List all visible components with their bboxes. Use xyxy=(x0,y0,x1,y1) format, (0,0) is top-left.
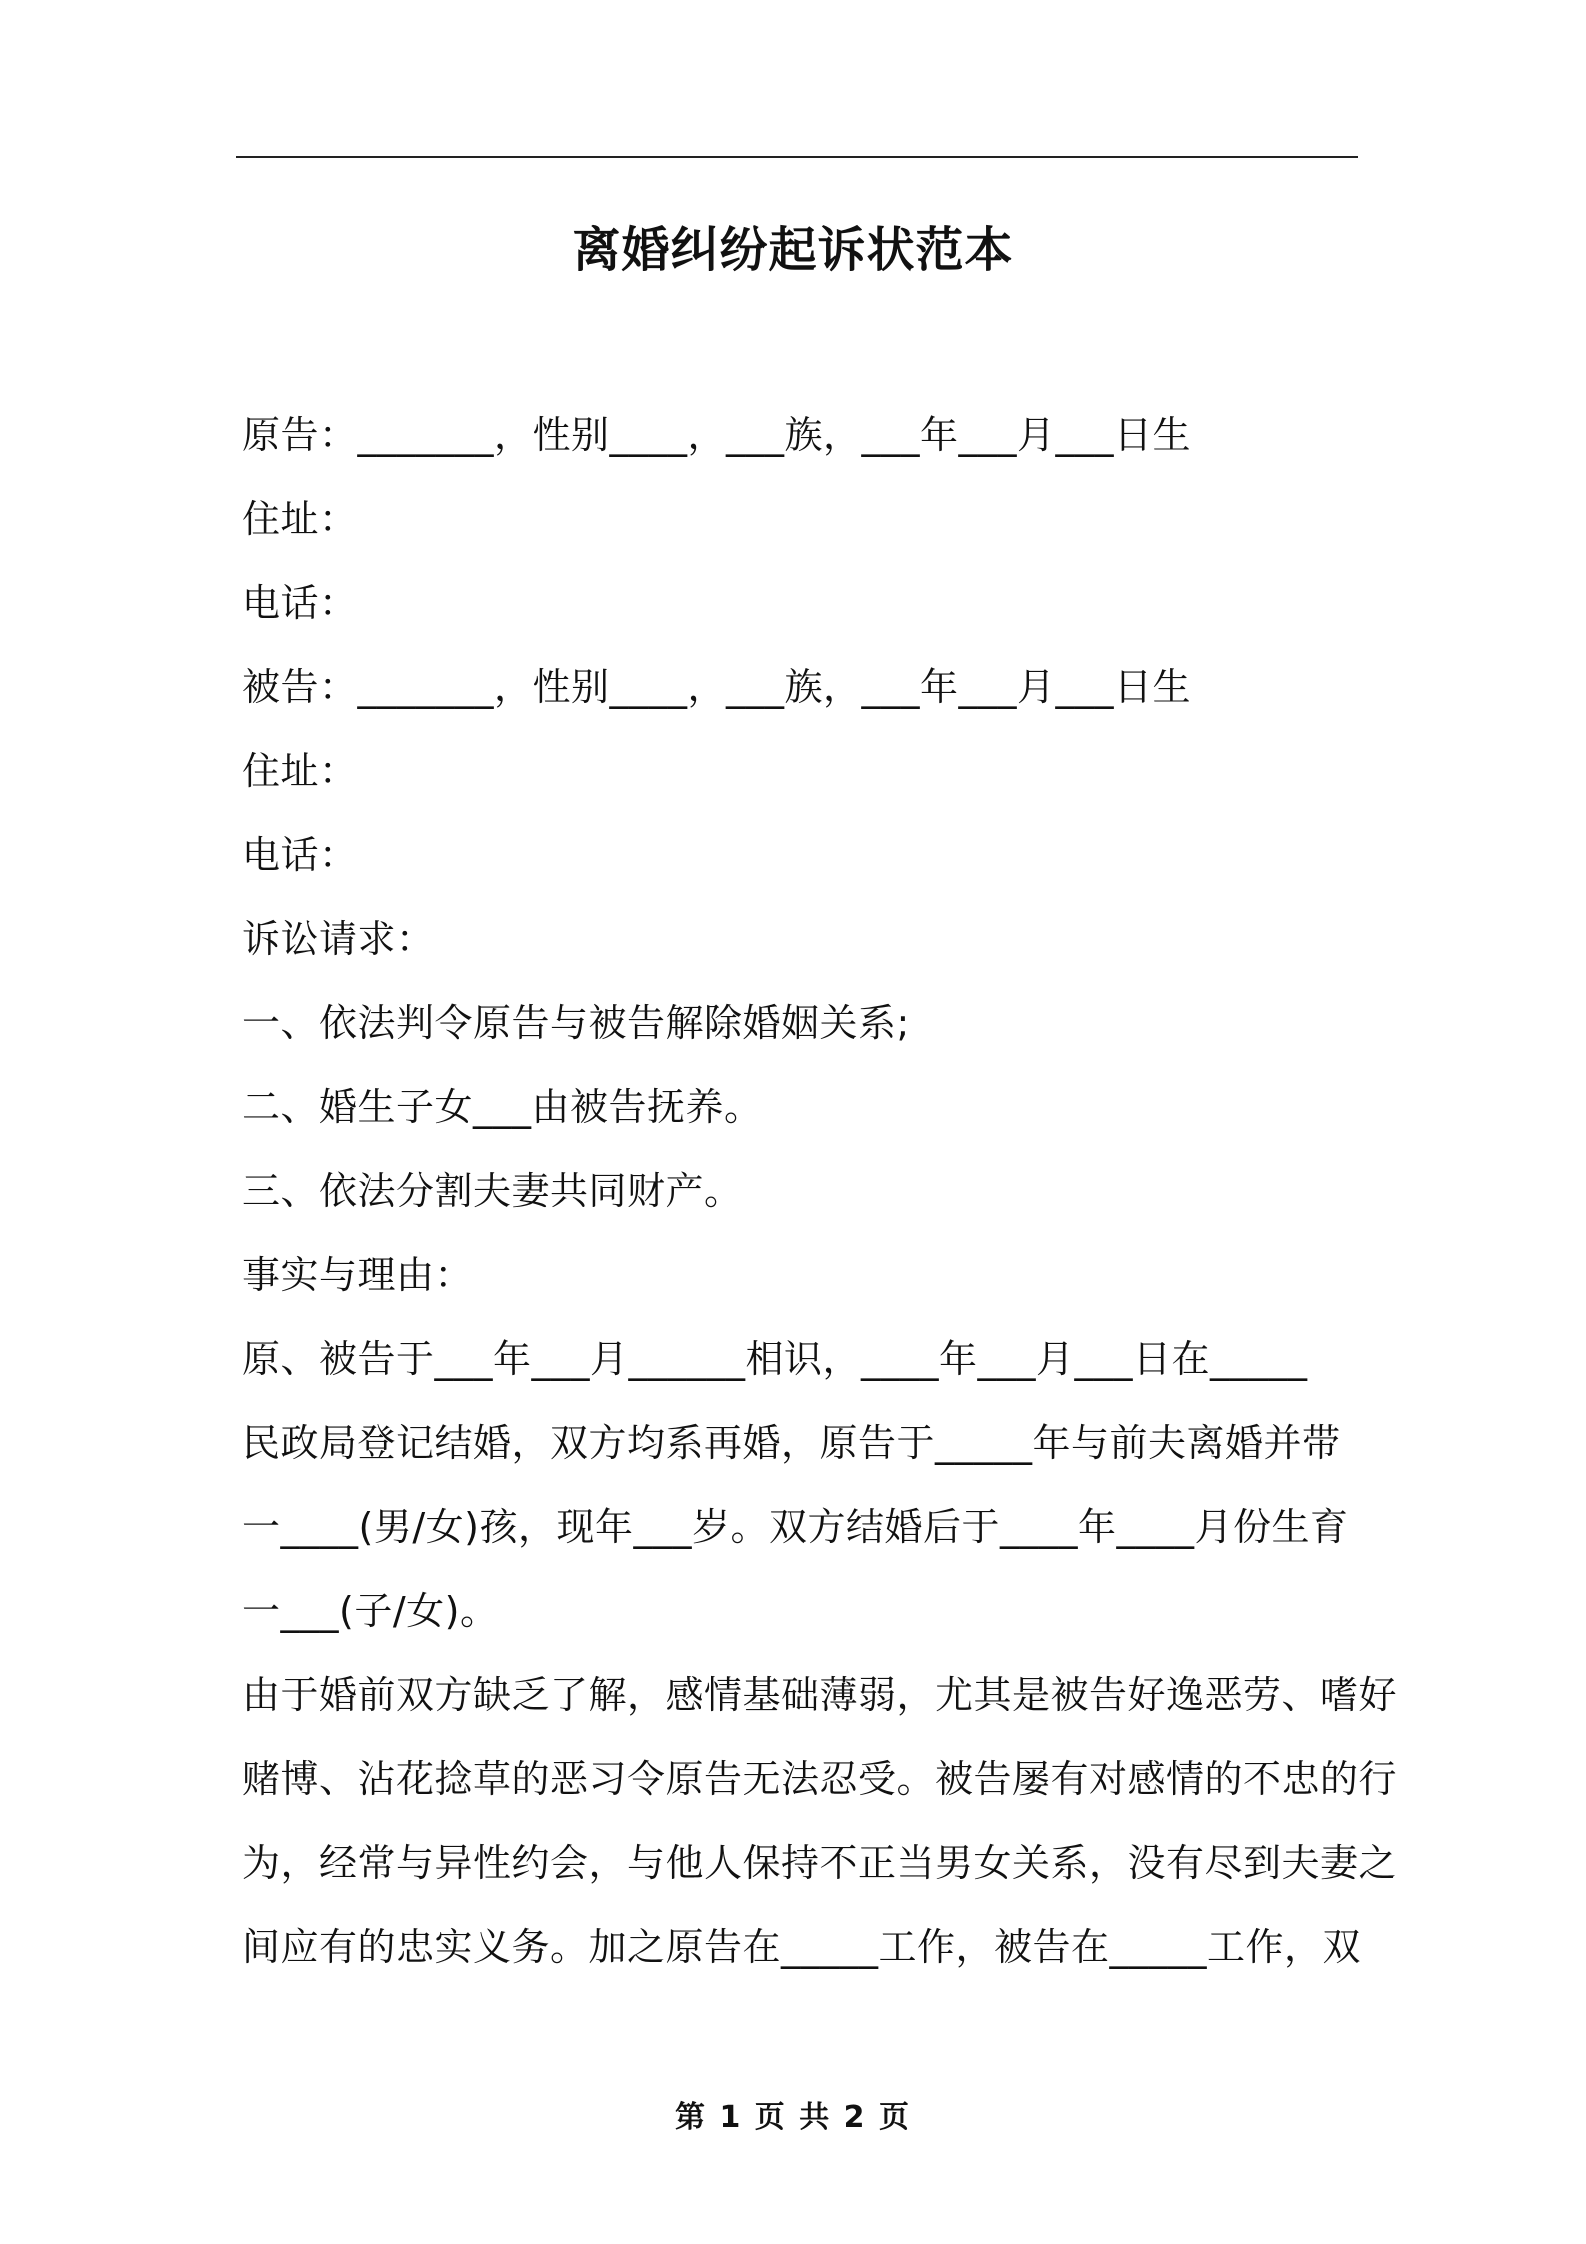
claim-item: 三、依法分割夫妻共同财产。 xyxy=(242,1169,743,1213)
plaintiff-line: 原告：_______，性别____，___族，___年___月___日生 xyxy=(242,413,1192,457)
reasons-paragraph-line: 赌博、沾花捻草的恶习令原告无法忍受。被告屡有对感情的不忠的行 xyxy=(242,1757,1398,1801)
defendant-phone: 电话： xyxy=(242,833,358,877)
plaintiff-address: 住址： xyxy=(242,497,358,541)
defendant-line: 被告：_______，性别____，___族，___年___月___日生 xyxy=(242,665,1192,709)
page-number-footer: 第 1 页 共 2 页 xyxy=(675,2100,911,2135)
claim-item: 一、依法判令原告与被告解除婚姻关系; xyxy=(242,1001,910,1045)
facts-paragraph-line: 原、被告于___年___月______相识，____年___月___日在_____ xyxy=(242,1337,1308,1381)
reasons-paragraph-line: 为，经常与异性约会，与他人保持不正当男女关系，没有尽到夫妻之 xyxy=(242,1841,1398,1885)
defendant-address: 住址： xyxy=(242,749,358,793)
facts-paragraph-line: 一____(男/女)孩，现年___岁。双方结婚后于____年____月份生育 xyxy=(242,1505,1349,1549)
document-body xyxy=(242,393,1398,1989)
reasons-paragraph-line: 由于婚前双方缺乏了解，感情基础薄弱，尤其是被告好逸恶劳、嗜好 xyxy=(242,1673,1398,1717)
facts-paragraph-line: 民政局登记结婚，双方均系再婚，原告于_____年与前夫离婚并带 xyxy=(242,1421,1341,1465)
facts-paragraph-line: 一___(子/女)。 xyxy=(242,1589,499,1633)
facts-heading: 事实与理由： xyxy=(242,1253,474,1297)
plaintiff-phone: 电话： xyxy=(242,581,358,625)
reasons-paragraph-line: 间应有的忠实义务。加之原告在_____工作，被告在_____工作，双 xyxy=(242,1925,1362,1969)
header-rule xyxy=(236,156,1358,158)
claims-heading: 诉讼请求： xyxy=(242,917,435,961)
claim-item: 二、婚生子女___由被告抚养。 xyxy=(242,1085,763,1129)
document-title: 离婚纠纷起诉状范本 xyxy=(572,222,1014,278)
